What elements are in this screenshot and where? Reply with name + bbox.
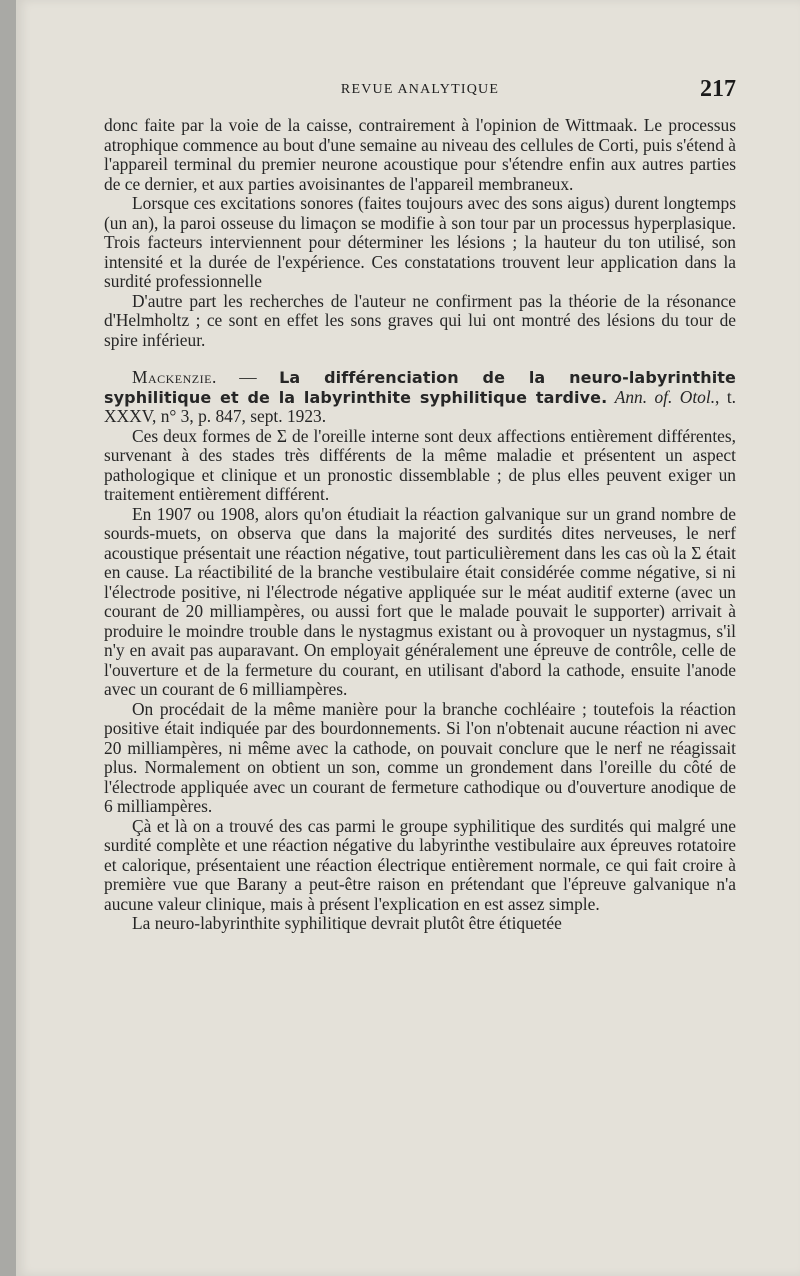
page-number: 217	[700, 76, 736, 102]
paragraph: Çà et là on a trouvé des cas parmi le groupe syphilitique des surdités qui malgré une surdité complète et une réaction négative du labyrinthe vestibulaire aux épreuves rotatoire et calorique, présentaient une réaction électrique entièrement normale, ce qui fait croire à première vue que Barany a peut-être raison en prétendant que l'épreuve galvanique n'a aucune valeur clinique, mais à présent l'explication en est assez simple.	[104, 815, 736, 914]
paragraph: En 1907 ou 1908, alors qu'on étudiait la réaction galvanique sur un grand nombre de sourds-muets, on observa que dans la majorité des surdités dites nerveuses, le nerf acoustique présentait une réaction négative, tout particulièrement dans les cas où la Σ était en cause. La réactibilité de la branche vestibulaire était considérée comme négative, si ni l'électrode positive, ni l'électrode négative appliquée sur le méat auditif externe (avec un courant de 20 milliampères, ou aussi fort que le malade pouvait le supporter) arrivait à produire le moindre trouble dans le nystagmus existant ou à provoquer un nystagmus, s'il n'y en avait pas auparavant. On employait généralement une épreuve de contrôle, celle de l'ouverture et de la fermeture du courant, en utilisant d'abord la cathode, ensuite l'anode avec un courant de 6 milliampères.	[104, 503, 736, 699]
paragraph: D'autre part les recherches de l'auteur ne confirment pas la théorie de la résonance d'Helmholtz ; ce sont en effet les sons graves qui lui ont montré des lésions du tour de spire inférieur.	[104, 290, 736, 350]
entry-title: La différenciation de la neuro-labyrinthite syphilitique et de la labyrinthite syphilitique tardive.	[104, 368, 736, 407]
entry-dash: —	[216, 367, 280, 387]
running-title: REVUE ANALYTIQUE	[340, 82, 500, 97]
entry-journal: Ann. of. Otol.	[614, 386, 716, 407]
entry-author: Mackenzie.	[132, 367, 217, 387]
paragraph: Lorsque ces excitations sonores (faites toujours avec des sons aigus) durent longtemps (un an), la paroi osseuse du limaçon se modifie à son tour par un processus hyperplasique. Trois facteurs interviennent pour déterminer les lésions ; la hauteur du ton utilisé, son intensité et la durée de l'expérience. Ces constatations trouvent leur application dans la surdité professionnelle	[104, 193, 736, 291]
article-text	[104, 116, 736, 934]
section-gap	[104, 350, 736, 368]
entry-citation: , t. XXXV, n° 3, p. 847, sept. 1923.	[104, 386, 736, 426]
paragraph: On procédait de la même manière pour la branche cochléaire ; toutefois la réaction positive était indiquée par des bourdonnements. Si l'on n'obtenait aucune réaction ni avec 20 milliampères, ni même avec la cathode, on pouvait conclure que le nerf ne réagissait plus. Normalement on obtient un son, comme un grondement dans l'oreille du côté de l'électrode appliquée avec un courant de fermeture cathodique ou d'ouverture anodique de 6 milliampères.	[104, 698, 736, 816]
page-header	[104, 78, 736, 108]
paragraph: Ces deux formes de Σ de l'oreille interne sont deux affections entièrement différentes, survenant à des stades très différents de la même maladie et présentent un aspect pathologique et clinique et un pronostic dissemblable ; de plus elles peuvent exiger un traitement entièrement différent.	[104, 425, 736, 504]
paragraph: La neuro-labyrinthite syphilitique devrait plutôt être étiquetée	[132, 913, 562, 933]
journal-page	[16, 0, 800, 1276]
review-entry-heading	[104, 368, 736, 427]
paragraph: donc faite par la voie de la caisse, contrairement à l'opinion de Wittmaak. Le processus atrophique commence au bout d'une semaine au niveau des cellules de Corti, puis s'étend à l'appareil terminal du premier neurone acoustique pour s'étendre enfin aux autres parties de ce dernier, et aux parties avoisinantes de l'appareil membraneux.	[104, 115, 736, 194]
